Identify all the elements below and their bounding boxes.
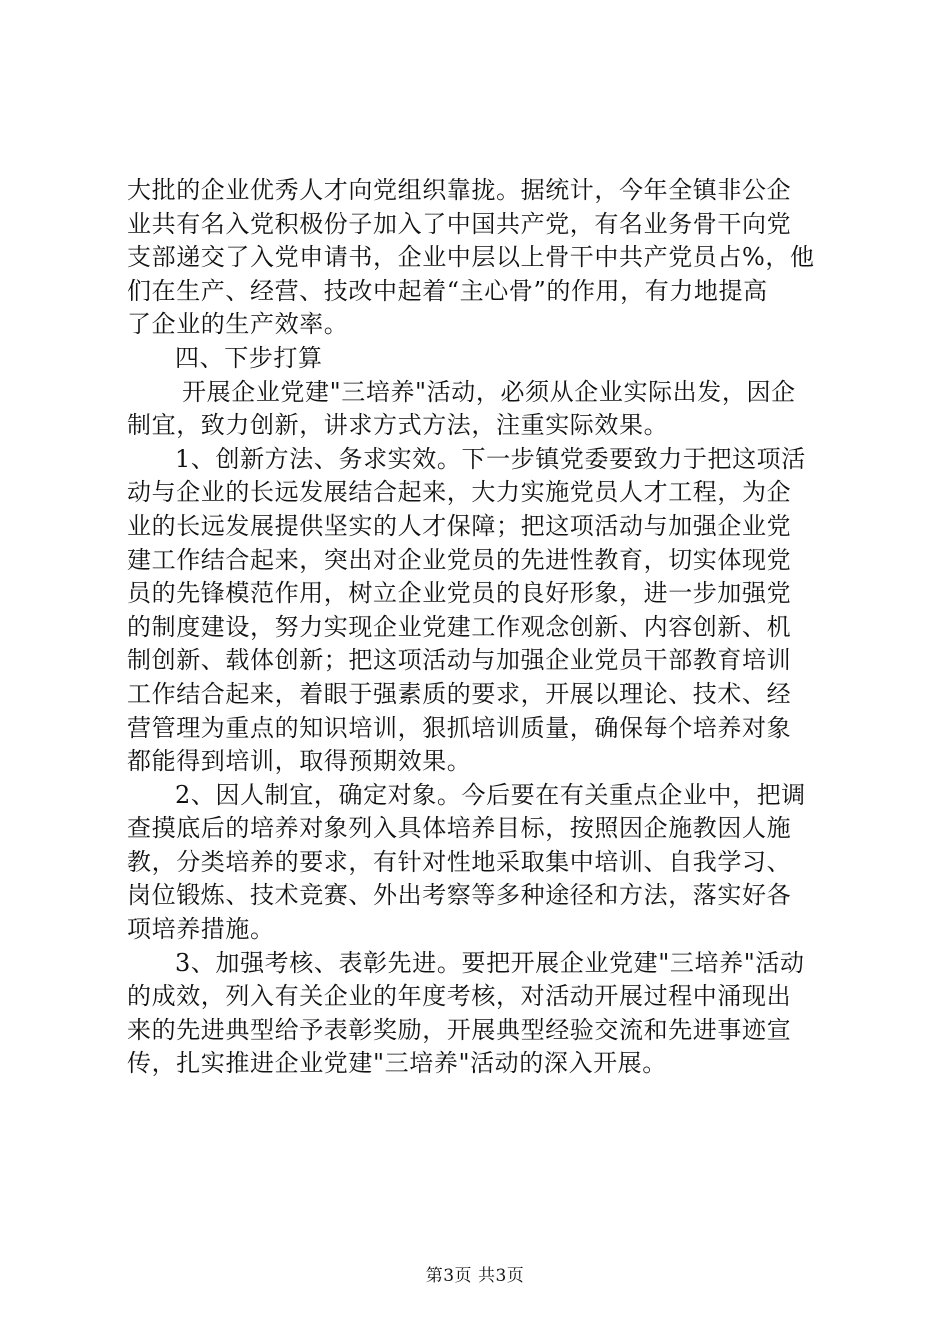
text-line: 项培养措施。 <box>127 915 275 944</box>
list-item-heading: 2、因人制宜，确定对象。今后要在有关重点企业中，把调 <box>175 780 806 809</box>
text-line: 工作结合起来，着眼于强素质的要求，开展以理论、技术、经 <box>127 679 792 708</box>
list-item-heading: 1、创新方法、务求实效。下一步镇党委要致力于把这项活 <box>175 444 806 473</box>
text-line: 都能得到培训，取得预期效果。 <box>127 747 472 776</box>
text-line: 业共有名入党积极份子加入了中国共产党，有名业务骨干向党 <box>127 209 792 238</box>
text-line: 的制度建设，努力实现企业党建工作观念创新、内容创新、机 <box>127 612 792 641</box>
text-line: 制宜，致力创新，讲求方式方法，注重实际效果。 <box>127 411 669 440</box>
list-item-heading: 3、加强考核、表彰先进。要把开展企业党建"三培养"活动 <box>175 948 805 977</box>
text-line: 业的长远发展提供坚实的人才保障；把这项活动与加强企业党 <box>127 511 792 540</box>
text-line: 建工作结合起来，突出对企业党员的先进性教育，切实体现党 <box>127 545 792 574</box>
text-line: 大批的企业优秀人才向党组织靠拢。据统计，今年全镇非公企 <box>127 176 792 204</box>
section-heading: 四、下步打算 <box>175 343 323 372</box>
text-line: 营管理为重点的知识培训，狠抓培训质量，确保每个培养对象 <box>127 713 792 742</box>
text-line: 了企业的生产效率。 <box>127 310 349 339</box>
text-line: 的成效，列入有关企业的年度考核，对活动开展过程中涌现出 <box>127 982 792 1011</box>
text-line: 岗位锻炼、技术竞赛、外出考察等多种途径和方法，落实好各 <box>127 881 792 910</box>
text-line: 制创新、载体创新；把这项活动与加强企业党员干部教育培训 <box>127 646 792 675</box>
text-line: 教，分类培养的要求，有针对性地采取集中培训、自我学习、 <box>127 847 792 876</box>
document-body <box>127 174 827 1081</box>
text-line: 动与企业的长远发展结合起来，大力实施党员人才工程，为企 <box>127 478 792 507</box>
text-line: 支部递交了入党申请书，企业中层以上骨干中共产党员占%，他 <box>127 243 815 272</box>
text-line: 来的先进典型给予表彰奖励，开展典型经验交流和先进事迹宣 <box>127 1015 792 1044</box>
text-line: 员的先锋模范作用，树立企业党员的良好形象，进一步加强党 <box>127 579 792 608</box>
text-line: 开展企业党建"三培养"活动，必须从企业实际出发，因企 <box>182 377 796 406</box>
text-line: 查摸底后的培养对象列入具体培养目标，按照因企施教因人施 <box>127 814 792 843</box>
text-line: 传，扎实推进企业党建"三培养"活动的深入开展。 <box>127 1049 667 1078</box>
text-line: 们在生产、经营、技改中起着“主心骨”的作用，有力地提高 <box>127 276 768 305</box>
page-number-footer: 第3页 共3页 <box>425 1266 525 1286</box>
